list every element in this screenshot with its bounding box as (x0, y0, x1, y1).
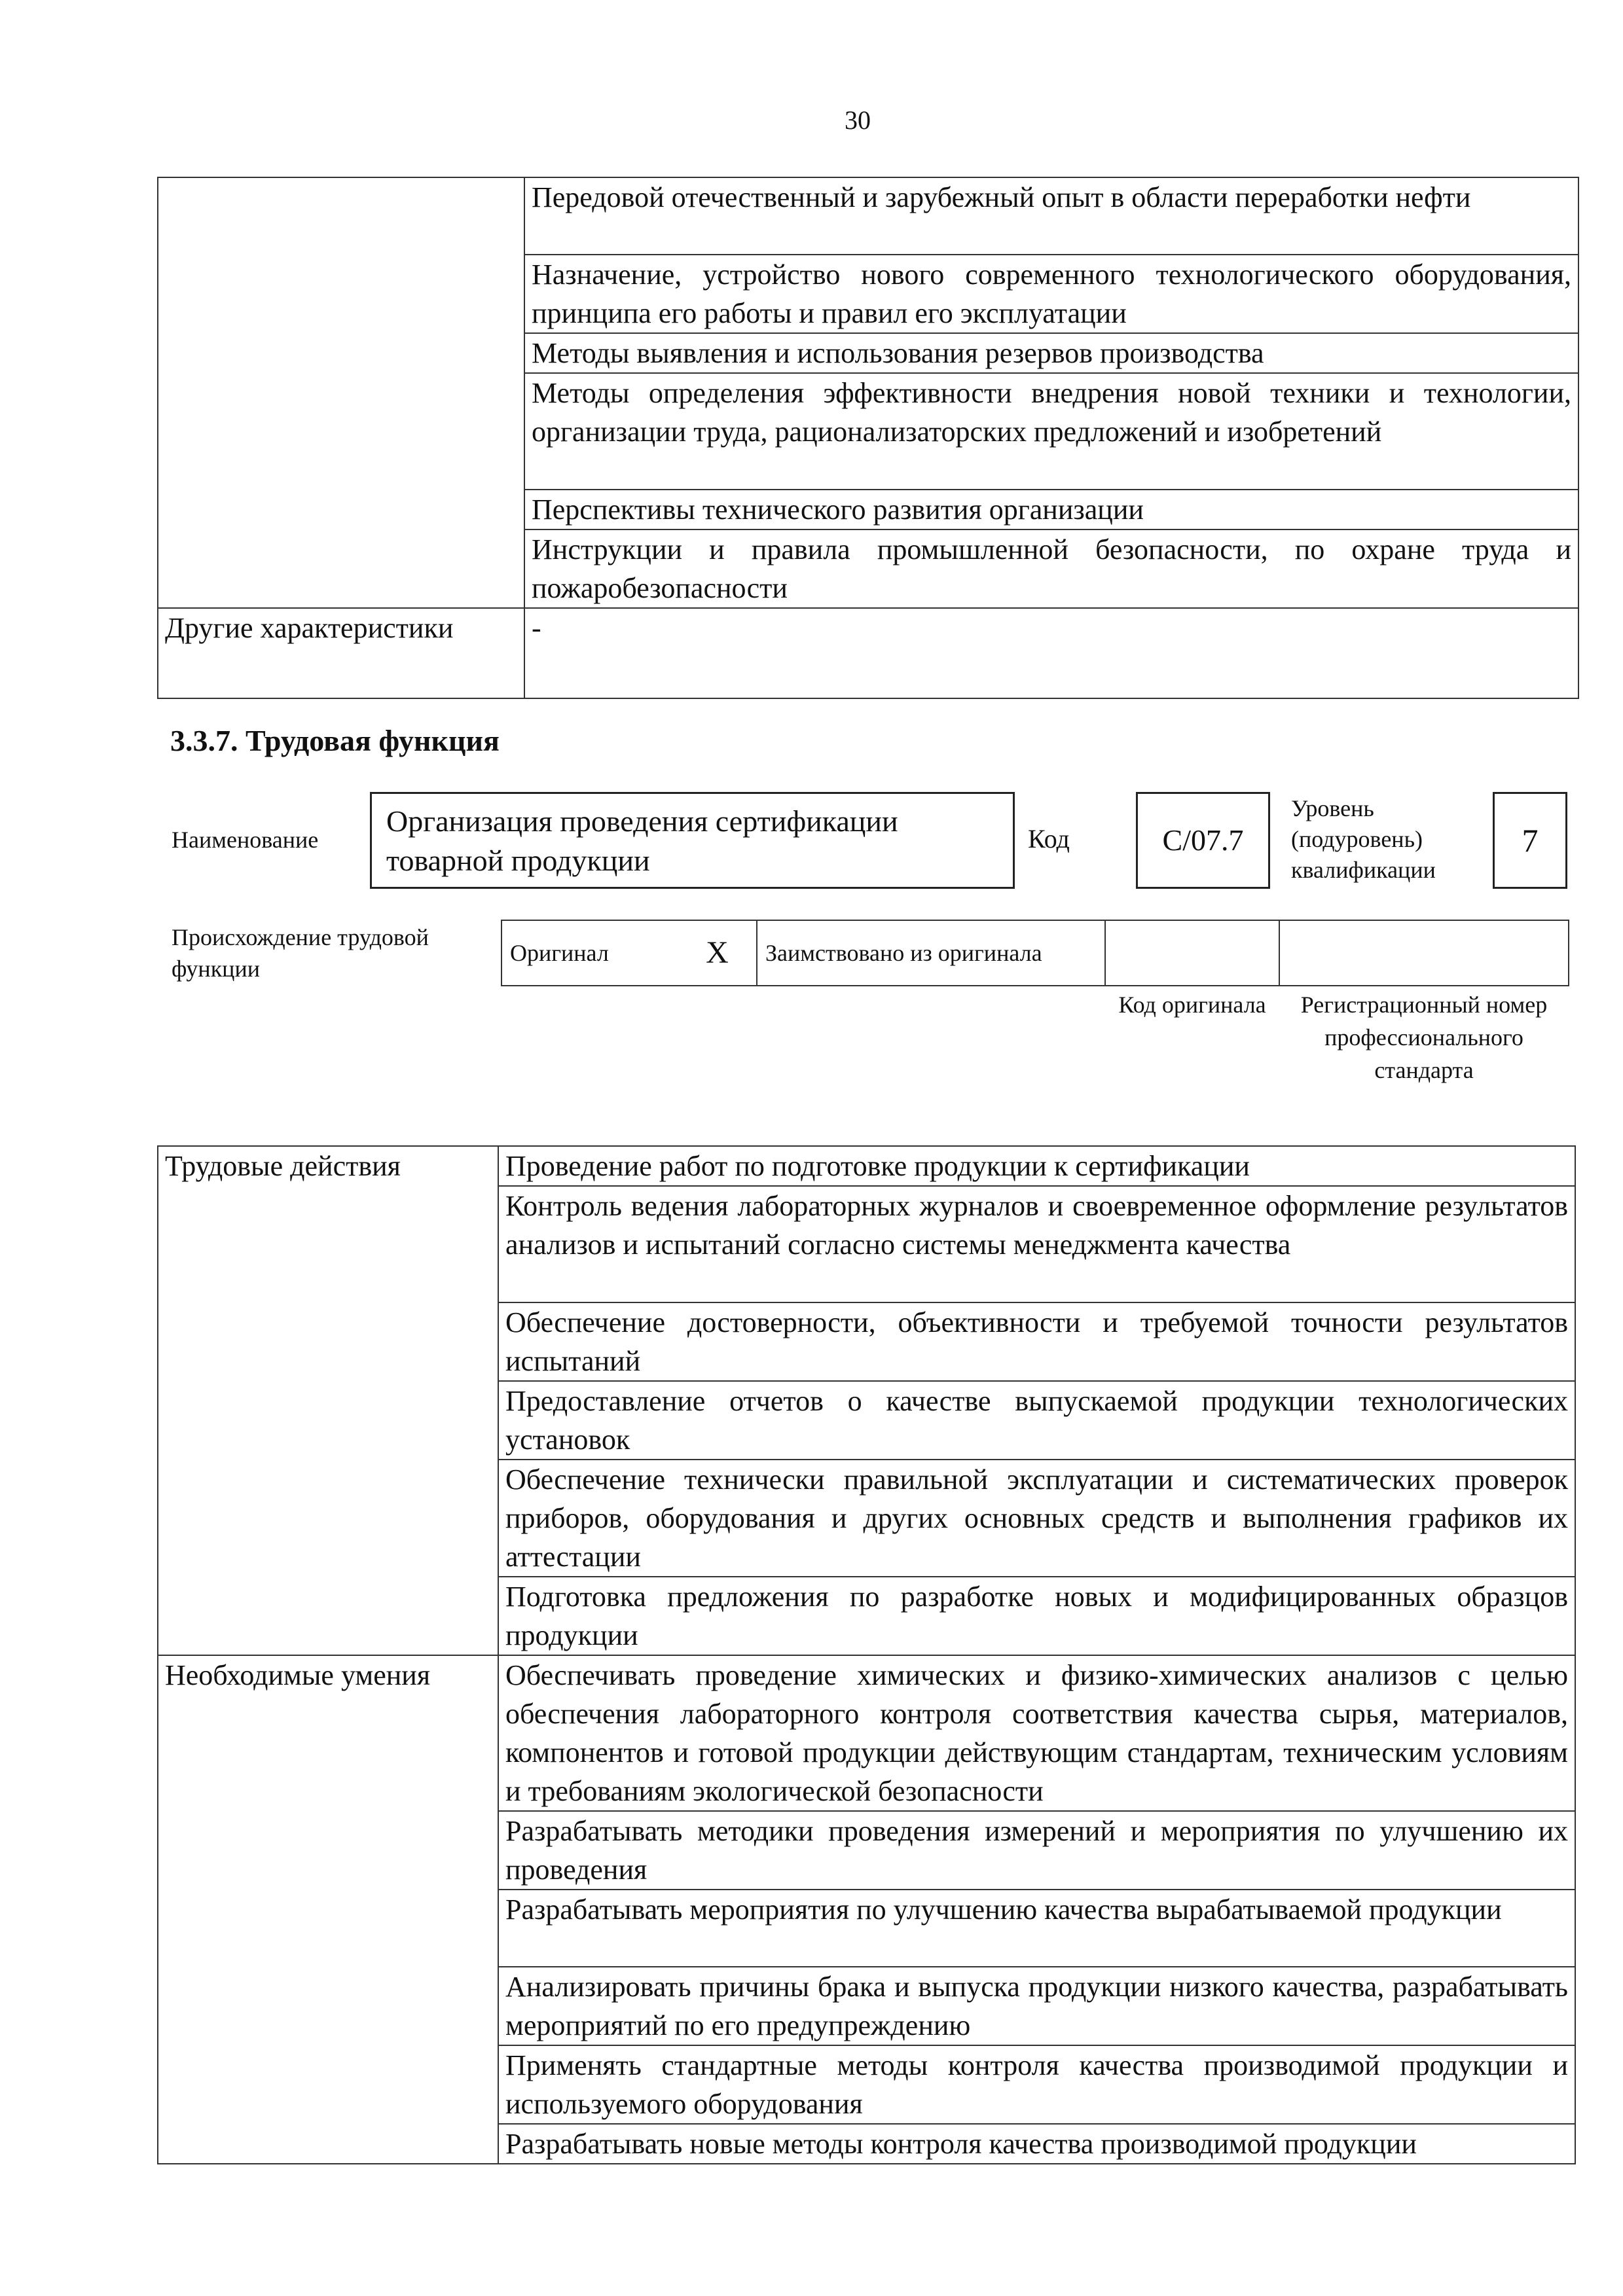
origin-mark: X (678, 920, 757, 986)
main-table (157, 1145, 1576, 2164)
caption-reg: Регистрационный номер профессионального стандарта (1300, 992, 1548, 1083)
origin-code-cell (1105, 920, 1279, 986)
other-characteristics-value: - (524, 608, 1578, 698)
knowledge-item: Передовой отечественный и зарубежный опыт в области переработки нефти (524, 177, 1578, 255)
skill-item: Обеспечивать проведение химических и физико-химических анализов с целью обеспечения лабораторного контроля соответствия качества сырья, материалов, компонентов и готовой продукции действующим стандартам, техническим условиям и требованиям экологической безопасности (498, 1655, 1575, 1811)
level-label: Уровень (подуровень) квалификации (1291, 795, 1436, 883)
skill-item: Разрабатывать мероприятия по улучшению качества вырабатываемой продукции (498, 1890, 1575, 1967)
origin-original: Оригинал (501, 920, 678, 986)
skill-item: Применять стандартные методы контроля качества производимой продукции и используемого оборудования (498, 2045, 1575, 2124)
caption-code: Код оригинала (1118, 992, 1266, 1018)
action-item: Контроль ведения лабораторных журналов и своевременное оформление результатов анализов и испытаний согласно системы менеджмента качества (498, 1186, 1575, 1302)
code-label: Код (1028, 824, 1070, 853)
origin-label: Происхождение трудовой функции (172, 924, 429, 982)
action-item: Обеспечение технически правильной эксплуатации и систематических проверок приборов, оборудования и других основных средств и выполнения графиков их аттестации (498, 1460, 1575, 1577)
name-label: Наименование (172, 827, 319, 853)
skill-item: Разрабатывать новые методы контроля качества производимой продукции (498, 2124, 1575, 2164)
code-value: C/07.7 (1162, 823, 1244, 857)
knowledge-table (157, 177, 1579, 699)
section-title: 3.3.7. Трудовая функция (170, 724, 500, 757)
knowledge-item: Методы определения эффективности внедрения новой техники и технологии, организации труда, рационализаторских предложений и изобретений (524, 373, 1578, 490)
actions-label: Трудовые действия (158, 1146, 498, 1655)
code-box (1136, 792, 1270, 889)
origin-borrowed: Заимствовано из оригинала (757, 920, 1105, 986)
knowledge-item: Назначение, устройство нового современного технологического оборудования, принципа его работы и правил его эксплуатации (524, 255, 1578, 333)
skill-item: Разрабатывать методики проведения измерений и мероприятия по улучшению их проведения (498, 1811, 1575, 1890)
action-item: Подготовка предложения по разработке новых и модифицированных образцов продукции (498, 1577, 1575, 1655)
action-item: Обеспечение достоверности, объективности и требуемой точности результатов испытаний (498, 1302, 1575, 1381)
name-box (370, 792, 1015, 889)
skills-label: Необходимые умения (158, 1655, 498, 2164)
action-item: Предоставление отчетов о качестве выпускаемой продукции технологических установок (498, 1381, 1575, 1460)
knowledge-item: Перспективы технического развития организации (524, 490, 1578, 529)
origin-reg-cell (1279, 920, 1569, 986)
page-number: 30 (845, 105, 871, 135)
origin-table (501, 920, 1569, 986)
knowledge-item: Методы выявления и использования резервов производства (524, 333, 1578, 373)
level-box (1493, 792, 1567, 889)
skill-item: Анализировать причины брака и выпуска продукции низкого качества, разрабатывать мероприятий по его предупреждению (498, 1967, 1575, 2045)
other-characteristics-label: Другие характеристики (158, 608, 524, 698)
action-item: Проведение работ по подготовке продукции к сертификации (498, 1146, 1575, 1186)
function-name: Организация проведения сертификации товарной продукции (386, 804, 898, 877)
level-value: 7 (1522, 822, 1539, 859)
knowledge-item: Инструкции и правила промышленной безопасности, по охране труда и пожаробезопасности (524, 529, 1578, 608)
knowledge-label-cell (158, 177, 524, 608)
